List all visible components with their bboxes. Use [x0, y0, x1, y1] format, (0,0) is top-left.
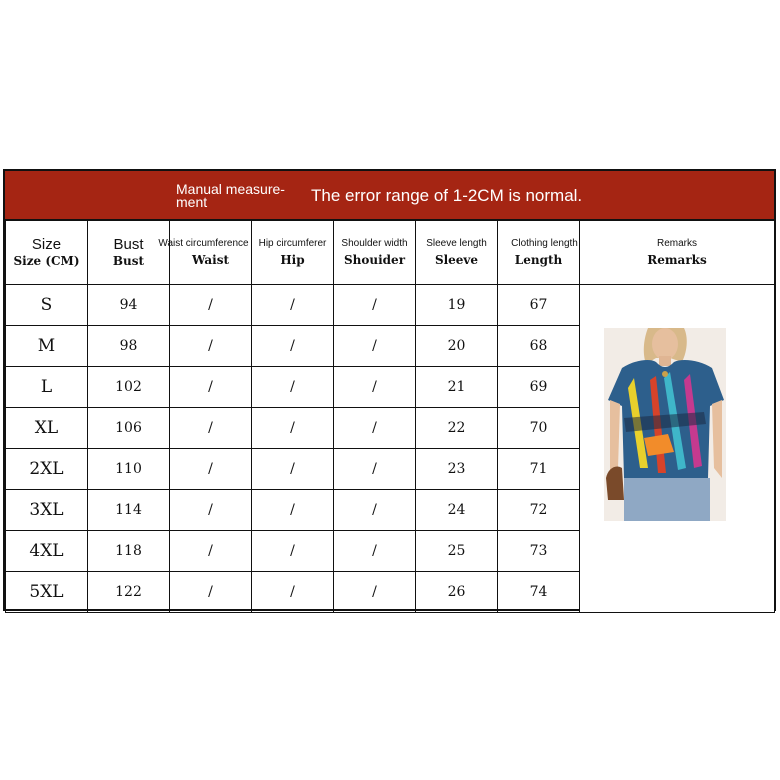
size-table	[5, 220, 775, 613]
header-remarks	[580, 221, 775, 285]
header-bust-en: Bust	[113, 236, 144, 253]
header-bust	[88, 221, 170, 285]
sleeve-cell: 20	[416, 326, 498, 367]
table-row	[6, 285, 775, 326]
hip-cell: /	[252, 531, 334, 572]
hip-cell: /	[252, 367, 334, 408]
necklace-pendant	[662, 371, 668, 377]
shoulder-cell: /	[334, 572, 416, 613]
size-cell: 5XL	[6, 572, 88, 613]
header-size	[6, 221, 88, 285]
waist-cell: /	[170, 326, 252, 367]
header-bust-cn: Bust	[112, 254, 145, 268]
bust-cell: 102	[88, 367, 170, 408]
bust-cell: 98	[88, 326, 170, 367]
hip-cell: /	[252, 408, 334, 449]
length-cell: 71	[498, 449, 580, 490]
waist-cell: /	[170, 572, 252, 613]
header-hip-en: Hip circumferer	[258, 238, 327, 249]
header-waist	[158, 221, 252, 285]
size-cell: M	[6, 326, 88, 367]
size-cell: L	[6, 367, 88, 408]
shoulder-cell: /	[334, 367, 416, 408]
hip-cell: /	[252, 490, 334, 531]
shoulder-cell: /	[334, 531, 416, 572]
error-range-message: The error range of 1-2CM is normal.	[311, 186, 583, 205]
sleeve-cell: 26	[416, 572, 498, 613]
header-shoulder	[334, 221, 416, 285]
header-hip-cn: Hip	[280, 253, 305, 267]
waist-cell: /	[170, 531, 252, 572]
header-shoulder-en: Shoulder width	[341, 238, 408, 249]
size-cell: 2XL	[6, 449, 88, 490]
header-hip	[252, 221, 334, 285]
bust-cell: 122	[88, 572, 170, 613]
bust-cell: 110	[88, 449, 170, 490]
length-cell: 73	[498, 531, 580, 572]
waist-cell: /	[170, 490, 252, 531]
sleeve-cell: 21	[416, 367, 498, 408]
hip-cell: /	[252, 285, 334, 326]
bust-cell: 114	[88, 490, 170, 531]
hip-cell: /	[252, 572, 334, 613]
header-remarks-en: Remarks	[656, 238, 697, 249]
length-cell: 68	[498, 326, 580, 367]
header-row	[6, 221, 775, 285]
length-cell: 67	[498, 285, 580, 326]
product-photo	[604, 328, 726, 521]
bust-cell: 118	[88, 531, 170, 572]
shoulder-cell: /	[334, 326, 416, 367]
shoulder-cell: /	[334, 490, 416, 531]
shoulder-cell: /	[334, 408, 416, 449]
header-length-cn: Length	[514, 253, 563, 267]
length-cell: 69	[498, 367, 580, 408]
face-shape	[652, 328, 678, 360]
length-cell: 74	[498, 572, 580, 613]
sleeve-cell: 23	[416, 449, 498, 490]
size-cell: XL	[6, 408, 88, 449]
length-cell: 72	[498, 490, 580, 531]
waist-cell: /	[170, 408, 252, 449]
header-sleeve-cn: Sleeve	[434, 253, 479, 267]
hip-cell: /	[252, 449, 334, 490]
waist-cell: /	[170, 285, 252, 326]
measurement-note-banner	[5, 171, 774, 220]
neck-shape	[659, 356, 671, 366]
header-waist-en: Waist circumference	[158, 238, 249, 249]
header-remarks-cn: Remarks	[647, 253, 707, 267]
size-cell: S	[6, 285, 88, 326]
size-chart	[3, 169, 776, 611]
shoulder-cell: /	[334, 285, 416, 326]
jeans-shape	[624, 478, 710, 521]
header-size-cn: Size (CM)	[13, 254, 80, 268]
sleeve-cell: 24	[416, 490, 498, 531]
header-shoulder-cn: Shouider	[343, 253, 406, 267]
handbag-shape	[606, 466, 624, 500]
header-sleeve	[416, 221, 498, 285]
size-cell: 3XL	[6, 490, 88, 531]
length-cell: 70	[498, 408, 580, 449]
shoulder-cell: /	[334, 449, 416, 490]
bust-cell: 106	[88, 408, 170, 449]
size-cell: 4XL	[6, 531, 88, 572]
sleeve-cell: 19	[416, 285, 498, 326]
header-waist-cn: Waist	[191, 253, 230, 267]
header-size-en: Size	[31, 236, 62, 253]
sleeve-cell: 22	[416, 408, 498, 449]
header-sleeve-en: Sleeve length	[426, 238, 487, 249]
remarks-cell	[580, 285, 775, 613]
header-length-en: Clothing length	[511, 238, 578, 249]
header-length	[498, 221, 580, 285]
bust-cell: 94	[88, 285, 170, 326]
waist-cell: /	[170, 449, 252, 490]
waist-cell: /	[170, 367, 252, 408]
hip-cell: /	[252, 326, 334, 367]
sleeve-cell: 25	[416, 531, 498, 572]
manual-measurement-label: Manual measure-ment	[176, 181, 285, 210]
